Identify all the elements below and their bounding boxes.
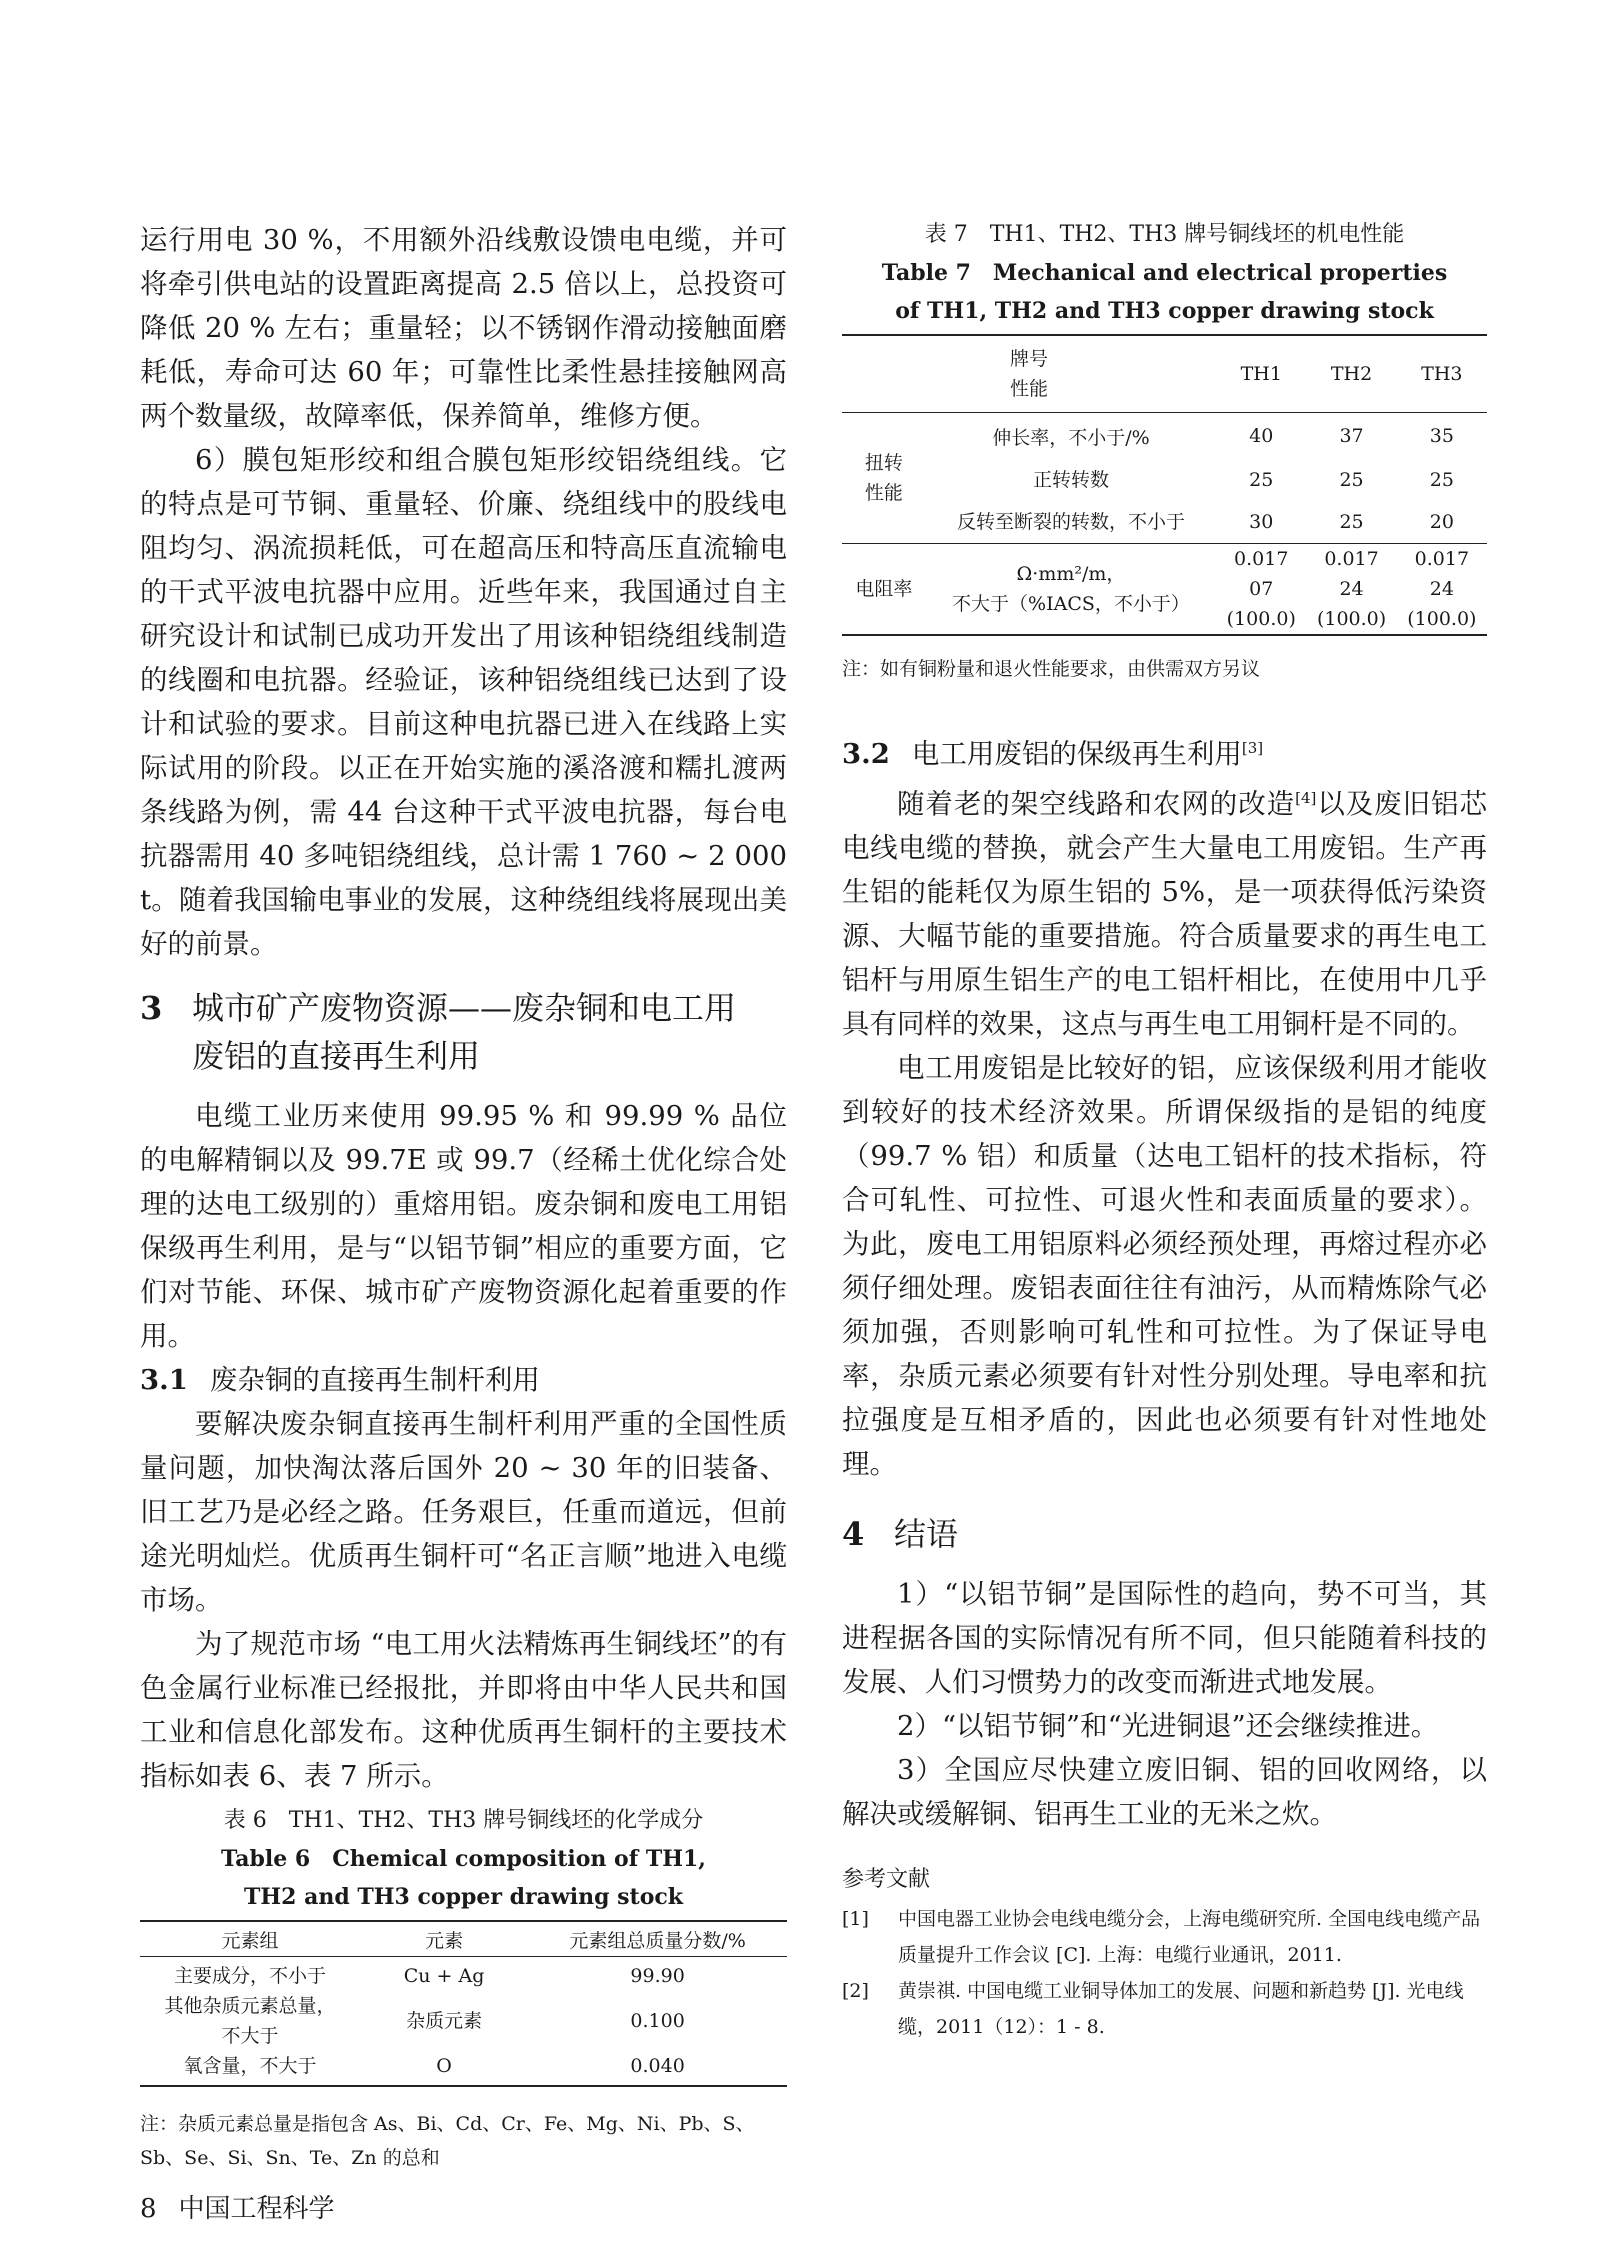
conclusion-item: 1）“以铝节铜”是国际性的趋向，势不可当，其进程据各国的实际情况有所不同，但只能随着科技的发展、人们习惯势力的改变而渐进式地发展。 bbox=[842, 1578, 1487, 1699]
conclusion-item: 3）全国应尽快建立废旧铜、铝的回收网络，以解决或缓解铜、铝再生工业的无米之炊。 bbox=[842, 1754, 1487, 1831]
citation-ref: [3] bbox=[1241, 739, 1264, 757]
subsection-title: 废杂铜的直接再生制杆利用 bbox=[209, 1364, 540, 1396]
paragraph-cable-industry: 电缆工业历来使用 99.95 % 和 99.99 % 品位的电解精铜以及 99.7E 或 99.7（经稀土优化综合处理的达电工级别的）重熔用铝。废杂铜和废电工用铝保级再生利用，是与“以铝节铜”相应的重要方面，它们对节能、环保、城市矿产废物资源化起着重要的作用。 bbox=[140, 1100, 787, 1352]
section-title: 结语 bbox=[894, 1515, 959, 1554]
references-heading: 参考文献 bbox=[842, 1867, 931, 1893]
cell-line: 0.017 07 bbox=[1234, 548, 1289, 600]
text-segment: 随着老的架空线路和农网的改造 bbox=[897, 788, 1296, 821]
header-cell: TH1 bbox=[1240, 363, 1282, 385]
cell-line: 0.017 24 bbox=[1414, 548, 1470, 600]
group-label-line: 扭转 bbox=[864, 452, 903, 474]
row-group-label: 电阻率 bbox=[855, 578, 913, 600]
paragraph-scrap-copper: 要解决废杂铜直接再生制杆利用严重的全国性质量问题，加快淘汰落后国外 20 ~ 30 年的旧装备、旧工艺乃是必经之路。任务艰巨，任重而道远，但前途光明灿烂。优质再生铜杆可“名正言顺”地进入电缆市场。 bbox=[140, 1408, 787, 1616]
conclusion-item: 2）“以铝节铜”和“光进铜退”还会继续推进。 bbox=[897, 1710, 1439, 1743]
table-cell: 99.90 bbox=[630, 1965, 685, 1987]
reference-item bbox=[842, 1973, 1487, 2045]
table-row bbox=[842, 501, 1487, 544]
cell-line: 其他杂质元素总量， bbox=[164, 1995, 336, 2017]
table-cell: Cu + Ag bbox=[403, 1965, 485, 1987]
table-row bbox=[140, 1991, 787, 2051]
table-cell: 25 bbox=[1249, 469, 1274, 491]
header-cell: 元素 bbox=[425, 1930, 464, 1952]
table-6 bbox=[140, 1920, 787, 2087]
subsection-title: 电工用废铝的保级再生利用 bbox=[911, 738, 1242, 771]
section-3-heading bbox=[140, 984, 787, 1080]
table-cell bbox=[1216, 544, 1306, 636]
paragraph-scrap-aluminum bbox=[842, 776, 1487, 1046]
table-cell: 杂质元素 bbox=[406, 2010, 483, 2032]
table-6-note: 注：杂质元素总量是指包含 As、Bi、Cd、Cr、Fe、Mg、Ni、Pb、S、Sb、Se、Si、Sn、Te、Zn 的总和 bbox=[140, 2113, 755, 2169]
cell-line: 不大于（%IACS，不小于） bbox=[952, 593, 1190, 615]
table-cell: 反转至断裂的转数，不小于 bbox=[956, 511, 1185, 533]
caption-cn: 表 6 TH1、TH2、TH3 牌号铜线坯的化学成分 bbox=[223, 1808, 704, 1833]
table-cell: O bbox=[436, 2055, 452, 2077]
table-cell bbox=[140, 1991, 360, 2051]
table-row bbox=[842, 544, 1487, 636]
caption-en-line-2: TH2 and TH3 copper drawing stock bbox=[243, 1884, 684, 1910]
cell-line: Ω·mm²/m， bbox=[1016, 563, 1126, 585]
table-cell: 主要成分，不小于 bbox=[173, 1965, 326, 1987]
row-group-label bbox=[842, 413, 926, 544]
table-cell: 正转转数 bbox=[1032, 469, 1109, 491]
header-cell: TH3 bbox=[1421, 363, 1463, 385]
citation-ref: [4] bbox=[1295, 789, 1317, 808]
paragraph-standard: 为了规范市场 “电工用火法精炼再生铜线坯”的有色金属行业标准已经报批，并即将由中华人民共和国工业和信息化部发布。这种优质再生铜杆的主要技术指标如表 6、表 7 所示。 bbox=[140, 1628, 787, 1792]
header-brand: 牌号 bbox=[1010, 348, 1049, 370]
table-row bbox=[842, 459, 1487, 501]
header-property: 性能 bbox=[1010, 378, 1049, 400]
header-diagonal-cell bbox=[842, 335, 1216, 413]
cell-line: (100.0) bbox=[1226, 608, 1296, 630]
text-segment: 以及废旧铝芯电线电缆的替换，就会产生大量电工用废铝。生产再生铝的能耗仅为原生铝的 5%，是一项获得低污染资源、大幅节能的重要措施。符合质量要求的再生电工铝杆与用原生铝生产的电工铝杆相比，在使用中几乎具有同样的效果，这点与再生电工用铜杆是不同的。 bbox=[842, 788, 1487, 1041]
caption-en-line-2: of TH1, TH2 and TH3 copper drawing stock bbox=[895, 298, 1434, 324]
reference-index: [2] bbox=[842, 1980, 869, 2003]
cell-line: 0.017 24 bbox=[1324, 548, 1379, 600]
section-number: 3 bbox=[140, 989, 163, 1027]
page-number: 8 bbox=[140, 2194, 157, 2224]
table-cell: 40 bbox=[1249, 425, 1274, 447]
header-cell: 元素组总质量分数/% bbox=[569, 1930, 746, 1952]
section-title-line-2: 废铝的直接再生利用 bbox=[192, 1037, 481, 1075]
table-row bbox=[842, 413, 1487, 460]
table-cell: 35 bbox=[1429, 425, 1454, 447]
header-cell: TH2 bbox=[1330, 363, 1373, 385]
table-cell: 伸长率，不小于/% bbox=[992, 427, 1150, 449]
subsection-3-1-heading bbox=[140, 1358, 787, 1402]
journal-name: 中国工程科学 bbox=[178, 2194, 335, 2224]
table-header-row bbox=[842, 335, 1487, 413]
caption-en-line-1: Table 7 Mechanical and electrical properties bbox=[881, 260, 1448, 286]
table-cell: 30 bbox=[1249, 511, 1274, 533]
table-cell: 37 bbox=[1339, 425, 1364, 447]
table-cell bbox=[1397, 544, 1487, 636]
table-cell: 25 bbox=[1339, 511, 1364, 533]
caption-en-line-1: Table 6 Chemical composition of TH1, bbox=[221, 1846, 706, 1872]
subsection-number: 3.2 bbox=[842, 738, 890, 771]
table-cell: 0.040 bbox=[630, 2055, 685, 2077]
reference-index: [1] bbox=[842, 1908, 869, 1931]
subsection-3-2-heading bbox=[842, 726, 1487, 776]
paragraph-power-supply: 运行用电 30 %，不用额外沿线敷设馈电电缆，并可将牵引供电站的设置距离提高 2.5 倍以上，总投资可降低 20 % 左右；重量轻；以不锈钢作滑动接触面磨耗低，寿命可达 60 年；可靠性比柔性悬挂接触网高两个数量级，故障率低，保养简单，维修方便。 bbox=[140, 224, 787, 432]
table-cell: 0.100 bbox=[630, 2010, 685, 2032]
caption-cn: 表 7 TH1、TH2、TH3 牌号铜线坯的机电性能 bbox=[924, 222, 1405, 247]
cell-line: 不大于 bbox=[221, 2025, 279, 2047]
paragraph-aluminum-winding-wire: 6）膜包矩形绞和组合膜包矩形绞铝绕组线。它的特点是可节铜、重量轻、价廉、绕组线中的股线电阻均匀、涡流损耗低，可在超高压和特高压直流输电的干式平波电抗器中应用。近些年来，我国通过自主研究设计和试制已成功开发出了用该种铝绕组线制造的线圈和电抗器。经验证，该种铝绕组线已达到了设计和试验的要求。目前这种电抗器已进入在线路上实际试用的阶段。以正在开始实施的溪洛渡和糯扎渡两条线路为例，需 44 台这种干式平波电抗器，每台电抗器需用 40 多吨铝绕组线，总计需 1 760 ~ 2 000 t。随着我国输电事业的发展，这种绕组线将展现出美好的前景。 bbox=[140, 444, 787, 960]
table-cell bbox=[926, 544, 1216, 636]
reference-item bbox=[842, 1901, 1487, 1973]
table-7-note: 注：如有铜粉量和退火性能要求，由供需双方另议 bbox=[842, 658, 1261, 680]
paragraph-grade-retention: 电工用废铝是比较好的铝，应该保级利用才能收到较好的技术经济效果。所谓保级指的是铝的纯度（99.7 % 铝）和质量（达电工铝杆的技术指标，符合可轧性、可拉性、可退火性和表面质量的要求）。为此，废电工用铝原料必须经预处理，再熔过程亦必须仔细处理。废铝表面往往有油污，从而精炼除气必须加强，否则影响可轧性和可拉性。为了保证导电率，杂质元素必须要有针对性分别处理。导电率和抗拉强度是互相矛盾的，因此也必须要有针对性地处理。 bbox=[842, 1052, 1487, 1481]
table-cell bbox=[1306, 544, 1396, 636]
table-header-row bbox=[140, 1921, 787, 1957]
table-cell: 氧含量，不大于 bbox=[183, 2055, 317, 2077]
table-cell: 25 bbox=[1339, 469, 1364, 491]
header-cell: 元素组 bbox=[221, 1930, 279, 1952]
table-7-caption bbox=[842, 216, 1487, 330]
table-6-caption bbox=[140, 1802, 787, 1916]
table-cell: 25 bbox=[1429, 469, 1454, 491]
table-cell: 20 bbox=[1429, 511, 1454, 533]
cell-line: (100.0) bbox=[1407, 608, 1477, 630]
reference-text: 黄崇祺. 中国电缆工业铜导体加工的发展、问题和新趋势 [J]. 光电线缆，2011（12）：1 - 8. bbox=[898, 1980, 1464, 2039]
section-number: 4 bbox=[842, 1515, 865, 1554]
right-column bbox=[842, 218, 1487, 2045]
group-label-line: 性能 bbox=[864, 482, 903, 504]
section-title-line-1: 城市矿产废物资源——废杂铜和电工用 bbox=[192, 989, 737, 1027]
section-4-heading bbox=[842, 1510, 1487, 1558]
left-column bbox=[140, 218, 787, 2175]
subsection-number: 3.1 bbox=[140, 1364, 188, 1396]
table-7 bbox=[842, 334, 1487, 636]
cell-line: (100.0) bbox=[1316, 608, 1387, 630]
table-row bbox=[140, 2051, 787, 2086]
page-footer bbox=[140, 2188, 335, 2225]
reference-text: 中国电器工业协会电线电缆分会，上海电缆研究所. 全国电线电缆产品质量提升工作会议 [C]. 上海：电缆行业通讯，2011. bbox=[898, 1908, 1481, 1967]
table-row bbox=[140, 1957, 787, 1992]
